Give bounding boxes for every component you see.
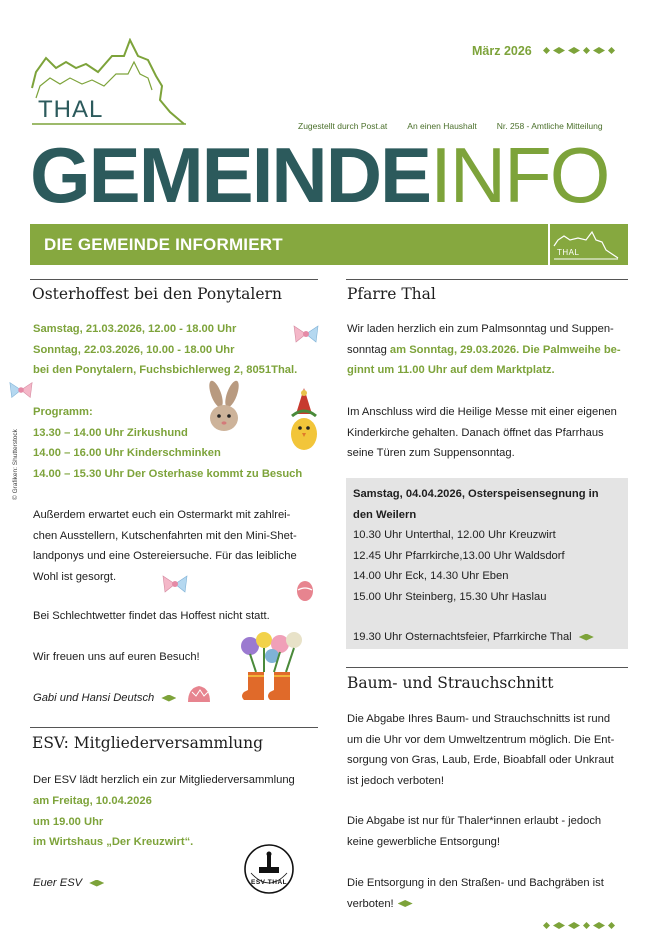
body-line: um die Uhr vor dem Umweltzentrum möglich. Die Ent- [347, 733, 615, 746]
esv-time: um 19.00 Uhr [33, 815, 104, 828]
flower-boots-icon [230, 628, 312, 708]
schedule-line: 15.00 Uhr Steinberg, 15.30 Uhr Haslau [353, 590, 547, 603]
banner-logo-text: THAL [557, 248, 580, 257]
program-item: 14.00 – 15.30 Uhr Der Osterhase kommt zu Besuch [33, 467, 303, 480]
bow-icon [8, 378, 34, 402]
section-banner [30, 224, 628, 265]
body-line: keine gewerbliche Entsorgung! [347, 835, 500, 848]
easter-vigil-line [353, 627, 594, 648]
banner-divider [548, 224, 550, 265]
section-rule [30, 279, 318, 280]
welcome-note: Wir freuen uns auf euren Besuch! [33, 651, 200, 663]
esv-title: ESV: Mitgliederversammlung [32, 734, 264, 752]
pfarre-intro [347, 319, 621, 381]
easter-egg-icon [186, 684, 212, 704]
body-line: Im Anschluss wird die Heilige Messe mit einer eigenen [347, 406, 617, 418]
osterhoffest-program [33, 402, 302, 484]
blessing-times [353, 525, 565, 607]
body-line: Die Abgabe Ihres Baum- und Strauchschnitts ist rund [347, 713, 611, 725]
schedule-line: 14.00 Uhr Eck, 14.30 Uhr Eben [353, 570, 509, 582]
body-line: landponys und eine Ostereiersuche. Für das leibliche [33, 550, 297, 562]
body-line: Kinderkirche gehalten. Danach öffnet das Pfarrhaus [347, 426, 604, 439]
osterhoffest-dates [33, 319, 297, 381]
section-rule [346, 279, 628, 280]
body-line: Wohl ist gesorgt. [33, 570, 117, 583]
diamond-icon [398, 900, 413, 907]
osterhoffest-signature [33, 688, 176, 709]
body-line: ist jedoch verboten! [347, 774, 445, 787]
esv-details [33, 791, 193, 853]
section-rule [346, 667, 628, 668]
esv-signature [33, 873, 104, 894]
diamond-icon [89, 880, 104, 887]
baum-paragraph-2 [347, 811, 601, 852]
easter-egg-icon [296, 580, 314, 602]
program-heading: Programm: [33, 406, 93, 418]
pfarre-paragraph [347, 402, 617, 464]
signature-text: Gabi und Hansi Deutsch [33, 692, 155, 704]
masthead [30, 128, 608, 223]
program-item: 14.00 – 16.00 Uhr Kinderschminken [33, 447, 221, 459]
intro-line: Wir laden herzlich ein zum Palmsonntag und Suppen- [347, 323, 614, 335]
issue-month: März 2026 [472, 44, 532, 58]
esv-seal-icon [243, 843, 295, 895]
diamond-ornament-icon [543, 922, 615, 929]
bunny-icon [202, 380, 246, 434]
easter-vigil-text: 19.30 Uhr Osternachtsfeier, Pfarrkirche Thal [353, 631, 572, 643]
schedule-line: 12.45 Uhr Pfarrkirche,13.00 Uhr Waldsdorf [353, 549, 565, 562]
baum-paragraph-1 [347, 709, 614, 791]
banner-title: DIE GEMEINDE INFORMIERT [44, 235, 283, 254]
masthead-info: INFO [430, 131, 609, 219]
esv-location: im Wirtshaus „Der Kreuzwirt“. [33, 836, 194, 848]
bow-icon [160, 572, 190, 596]
intro-line-start: sonntag [347, 343, 390, 356]
body-line: Außerdem erwartet euch ein Ostermarkt mit zahlrei- [33, 509, 291, 521]
blessing-title [353, 484, 599, 525]
intro-line [347, 340, 621, 361]
baum-title: Baum- und Strauchschnitt [347, 674, 554, 692]
body-line: Die Abgabe ist nur für Thaler*innen erlaubt - jedoch [347, 815, 602, 827]
diamond-icon [161, 695, 176, 702]
chick-icon [286, 386, 322, 458]
pfarre-title: Pfarre Thal [347, 285, 436, 303]
body-line: sorgung von Gras, Laub, Erde, Bioabfall oder Unkraut [347, 754, 614, 766]
signature-text: Euer ESV [33, 877, 83, 889]
date-line: Samstag, 21.03.2026, 12.00 - 18.00 Uhr [33, 323, 237, 335]
bow-icon [292, 322, 320, 346]
esv-date: am Freitag, 10.04.2026 [33, 795, 152, 807]
body-line-last [347, 894, 604, 915]
closing-text: verboten! [347, 897, 394, 910]
diamond-icon [579, 634, 594, 641]
meta-issue: Nr. 258 - Amtliche Mitteilung [496, 121, 603, 131]
palm-sunday-time: ginnt um 11.00 Uhr auf dem Marktplatz. [347, 364, 555, 376]
section-rule [30, 727, 318, 728]
meta-postal: Zugestellt durch Post.at [298, 121, 388, 131]
palm-sunday-date: am Sonntag, 29.03.2026. Die Palmweihe be- [389, 343, 621, 356]
program-item: 13.30 – 14.00 Uhr Zirkushund [33, 426, 188, 439]
esv-intro: Der ESV lädt herzlich ein zur Mitgliederversammlung [33, 774, 295, 786]
date-line: Sonntag, 22.03.2026, 10.00 - 18.00 Uhr [33, 343, 235, 356]
esv-seal-text: ESV THAL [251, 879, 288, 886]
schedule-line: 10.30 Uhr Unterthal, 12.00 Uhr Kreuzwirt [353, 529, 556, 541]
image-credit: © Grafiken: Shutterstock [12, 429, 19, 500]
body-line: seine Türen zum Suppensonntag. [347, 447, 515, 459]
box-title-line: Samstag, 04.04.2026, Osterspeisensegnung in [353, 488, 599, 500]
box-title-line: den Weilern [353, 508, 417, 521]
body-line: Die Entsorgung in den Straßen- und Bachgräben ist [347, 877, 604, 889]
osterhoffest-title: Osterhoffest bei den Ponytalern [32, 285, 282, 303]
weather-note: Bei Schlechtwetter findet das Hoffest nicht statt. [33, 610, 270, 622]
meta-household: An einen Haushalt [407, 121, 477, 131]
body-line: chen Ausstellern, Kutschenfahrten mit den Mini-Shet- [33, 529, 297, 542]
logo-text: THAL [38, 96, 104, 123]
baum-paragraph-3 [347, 873, 604, 914]
masthead-gemeinde: GEMEINDE [30, 131, 431, 219]
location-line: bei den Ponytalern, Fuchsbichlerweg 2, 8051Thal. [33, 364, 298, 376]
diamond-ornament-icon [543, 47, 615, 54]
